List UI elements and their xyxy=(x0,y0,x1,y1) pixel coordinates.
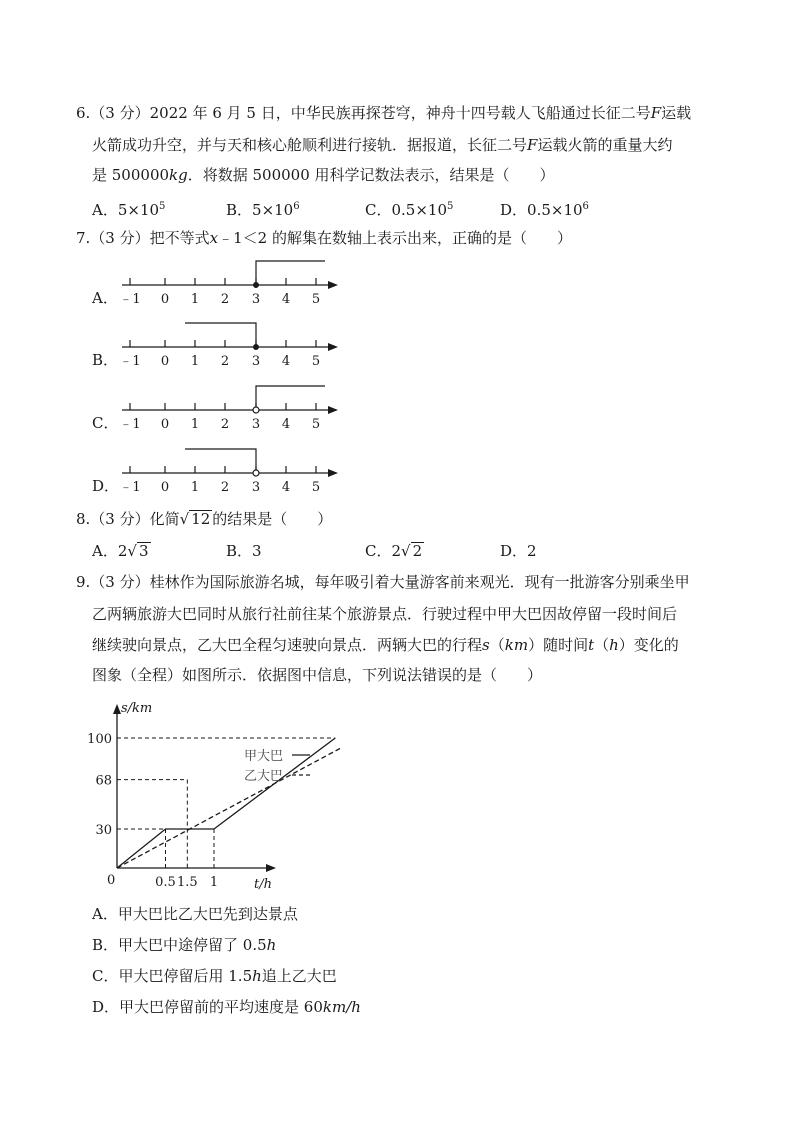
tick-label: 5 xyxy=(311,354,321,369)
tick-label: 0 xyxy=(160,354,170,369)
series-line-yi xyxy=(117,738,340,868)
tick-label: 2 xyxy=(220,354,230,369)
q9-distance-time-chart xyxy=(0,690,340,900)
y-tick-label: 100 xyxy=(87,732,112,747)
tick-label: 1 xyxy=(190,417,200,432)
q6-option-c[interactable]: C．$0.5\times 10^5$ xyxy=(365,201,454,219)
tick-label: 3 xyxy=(251,417,261,432)
series-line-jia xyxy=(117,738,335,868)
q6-line-1: 6.（3 分）2022 年 6 月 5 日，中华民族再探苍穹，神舟十四号载人飞船通过长征二号F运载 xyxy=(76,104,692,122)
number-line-1 xyxy=(119,323,338,369)
sqrt-symbol: √ xyxy=(179,510,190,528)
tick-label: 2 xyxy=(220,417,230,432)
solution-bracket xyxy=(185,449,256,473)
q6-option-a[interactable]: A．$5\times 10^5$ xyxy=(92,201,166,219)
x-axis-label: t/h xyxy=(254,877,272,892)
q9-option-d[interactable]: D．甲大巴停留前的平均速度是 60km/h xyxy=(92,998,361,1016)
tick-label: 5 xyxy=(311,417,321,432)
q8-stem: 8.（3 分）化简√ 12 的结果是（ ） xyxy=(76,510,333,528)
x-axis-arrow xyxy=(266,864,276,872)
q8-option-c[interactable]: C．2√ 2 xyxy=(365,542,423,560)
tick-label: 3 xyxy=(251,292,261,307)
tick-label: 1 xyxy=(190,480,200,495)
number-line-0 xyxy=(119,261,338,307)
tick-label: ﹣1 xyxy=(119,417,141,432)
q6-option-d[interactable]: D．$0.5\times 10^6$ xyxy=(500,201,589,219)
q9-option-b[interactable]: B．甲大巴中途停留了 0.5h xyxy=(92,936,277,954)
tick-label: 0 xyxy=(160,417,170,432)
tick-label: 0 xyxy=(160,292,170,307)
q6-option-b[interactable]: B．$5\times 10^6$ xyxy=(226,201,300,219)
tick-label: 1 xyxy=(190,292,200,307)
tick-label: ﹣1 xyxy=(119,480,141,495)
tick-label: 4 xyxy=(281,417,291,432)
y-tick-label: 30 xyxy=(95,823,112,838)
tick-label: 4 xyxy=(281,354,291,369)
hollow-endpoint xyxy=(253,407,259,413)
q9-option-a[interactable]: A．甲大巴比乙大巴先到达景点 xyxy=(92,905,298,923)
q9-option-c[interactable]: C．甲大巴停留后用 1.5h追上乙大巴 xyxy=(92,967,337,985)
solid-endpoint xyxy=(253,282,259,288)
q7-option-b-label[interactable]: B． xyxy=(92,351,119,369)
axis-arrow xyxy=(328,469,338,477)
axis-arrow xyxy=(328,281,338,289)
tick-label: 2 xyxy=(220,292,230,307)
origin-label: 0 xyxy=(107,873,116,888)
tick-label: 1 xyxy=(190,354,200,369)
hollow-endpoint xyxy=(253,470,259,476)
tick-label: 5 xyxy=(311,292,321,307)
q7-number-lines xyxy=(0,250,794,500)
sqrt-symbol: √ xyxy=(401,542,411,560)
q8-option-a[interactable]: A．2√ 3 xyxy=(92,542,149,560)
axis-arrow xyxy=(328,343,338,351)
tick-label: ﹣1 xyxy=(119,354,141,369)
q7-stem: 7.（3 分）把不等式x﹣1＜2 的解集在数轴上表示出来，正确的是（ ） xyxy=(76,229,572,247)
solution-bracket xyxy=(256,261,325,285)
q9-line-1: 9.（3 分）桂林作为国际旅游名城，每年吸引着大量游客前来观光．现有一批游客分别乘坐甲 xyxy=(76,573,690,591)
q8-option-d[interactable]: D．2 xyxy=(500,542,537,560)
q8-option-b[interactable]: B．3 xyxy=(226,542,262,560)
tick-label: 5 xyxy=(311,480,321,495)
q7-option-a-label[interactable]: A． xyxy=(92,289,118,307)
q7-option-c-label[interactable]: C． xyxy=(92,414,119,432)
legend-label: 甲大巴 xyxy=(244,749,284,764)
axis-arrow xyxy=(328,406,338,414)
tick-label: 4 xyxy=(281,480,291,495)
tick-label: 3 xyxy=(251,480,261,495)
q9-line-4: 图象（全程）如图所示．依据图中信息，下列说法错误的是（ ） xyxy=(92,666,543,684)
number-line-2 xyxy=(119,386,338,432)
legend-label: 乙大巴 xyxy=(244,769,284,784)
q9-line-2: 乙两辆旅游大巴同时从旅行社前往某个旅游景点．行驶过程中甲大巴因故停留一段时间后 xyxy=(92,605,678,623)
x-tick-label: 1 xyxy=(209,875,219,890)
x-tick-label: 1.5 xyxy=(176,875,198,890)
q9-line-3: 继续驶向景点，乙大巴全程匀速驶向景点．两辆大巴的行程s（km）随时间t（h）变化的 xyxy=(92,636,679,654)
q6-line-3: 是 500000kg．将数据 500000 用科学记数法表示，结果是（ ） xyxy=(92,166,555,184)
tick-label: ﹣1 xyxy=(119,292,141,307)
solution-bracket xyxy=(185,323,256,347)
solution-bracket xyxy=(256,386,325,410)
number-line-3 xyxy=(119,449,338,495)
tick-label: 4 xyxy=(281,292,291,307)
y-axis-label: s/km xyxy=(121,701,153,716)
tick-label: 3 xyxy=(251,354,261,369)
x-tick-label: 0.5 xyxy=(155,875,176,890)
y-tick-label: 68 xyxy=(95,773,112,789)
y-axis-arrow xyxy=(113,704,121,714)
tick-label: 2 xyxy=(220,480,230,495)
tick-label: 0 xyxy=(160,480,170,495)
q7-option-d-label[interactable]: D． xyxy=(92,477,120,495)
q6-line-2: 火箭成功升空，并与天和核心舱顺利进行接轨．据报道，长征二号F运载火箭的重量大约 xyxy=(92,136,673,154)
solid-endpoint xyxy=(253,344,259,350)
sqrt-symbol: √ xyxy=(127,542,137,560)
